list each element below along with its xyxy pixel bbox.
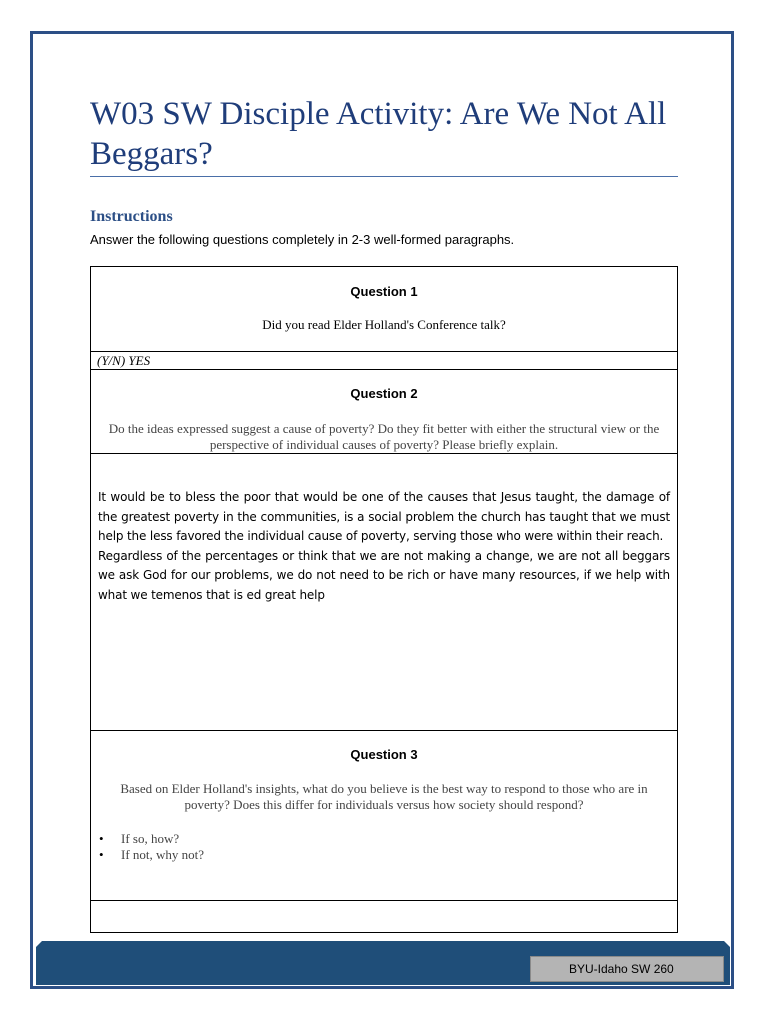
question-2-label: Question 2 <box>350 386 418 401</box>
question-1-answer[interactable]: (Y/N) YES <box>97 353 151 368</box>
bullet-item: • If so, how? <box>99 831 204 847</box>
question-3-answer-row[interactable] <box>91 901 677 932</box>
bullet-item: • If not, why not? <box>99 847 204 863</box>
questions-table <box>90 266 678 933</box>
question-2-row <box>91 370 677 454</box>
question-1-text: Did you read Elder Holland's Conference talk? <box>262 317 506 332</box>
question-2-answer-row[interactable] <box>91 454 677 731</box>
answer-paragraph: Regardless of the percentages or think that we are not making a change, we are not all beggars we ask God for our problems, we do not need to be rich or have many resources, if we help with what we temenos that is ed great help <box>98 548 670 602</box>
question-3-row <box>91 731 677 901</box>
question-2-answer[interactable] <box>98 488 670 605</box>
answer-paragraph: It would be to bless the poor that would be one of the causes that Jesus taught, the damage of the greatest poverty in the communities, is a social problem the church has taught that we must help the less favored the individual cause of poverty, serving those who were within their reach. <box>98 490 670 543</box>
document-title: W03 SW Disciple Activity: Are We Not All Beggars? <box>90 96 667 172</box>
footer-course-label: BYU-Idaho SW 260 <box>530 956 724 982</box>
question-3-bullets <box>99 831 204 863</box>
question-1-label: Question 1 <box>350 284 418 299</box>
question-2-text: Do the ideas expressed suggest a cause of poverty? Do they fit better with either the structural view or the perspective of individual causes of poverty? Please briefly explain. <box>108 421 660 452</box>
instructions-heading: Instructions <box>90 208 173 225</box>
question-3-text: Based on Elder Holland's insights, what do you believe is the best way to respond to those who are in poverty? Does this differ for individuals versus how society should respond? <box>120 781 648 812</box>
question-1-row <box>91 267 677 352</box>
question-1-answer-row[interactable] <box>91 352 677 370</box>
question-3-label: Question 3 <box>350 747 418 762</box>
instructions-text: Answer the following questions completely in 2-3 well-formed paragraphs. <box>90 232 515 247</box>
title-divider <box>90 176 678 177</box>
